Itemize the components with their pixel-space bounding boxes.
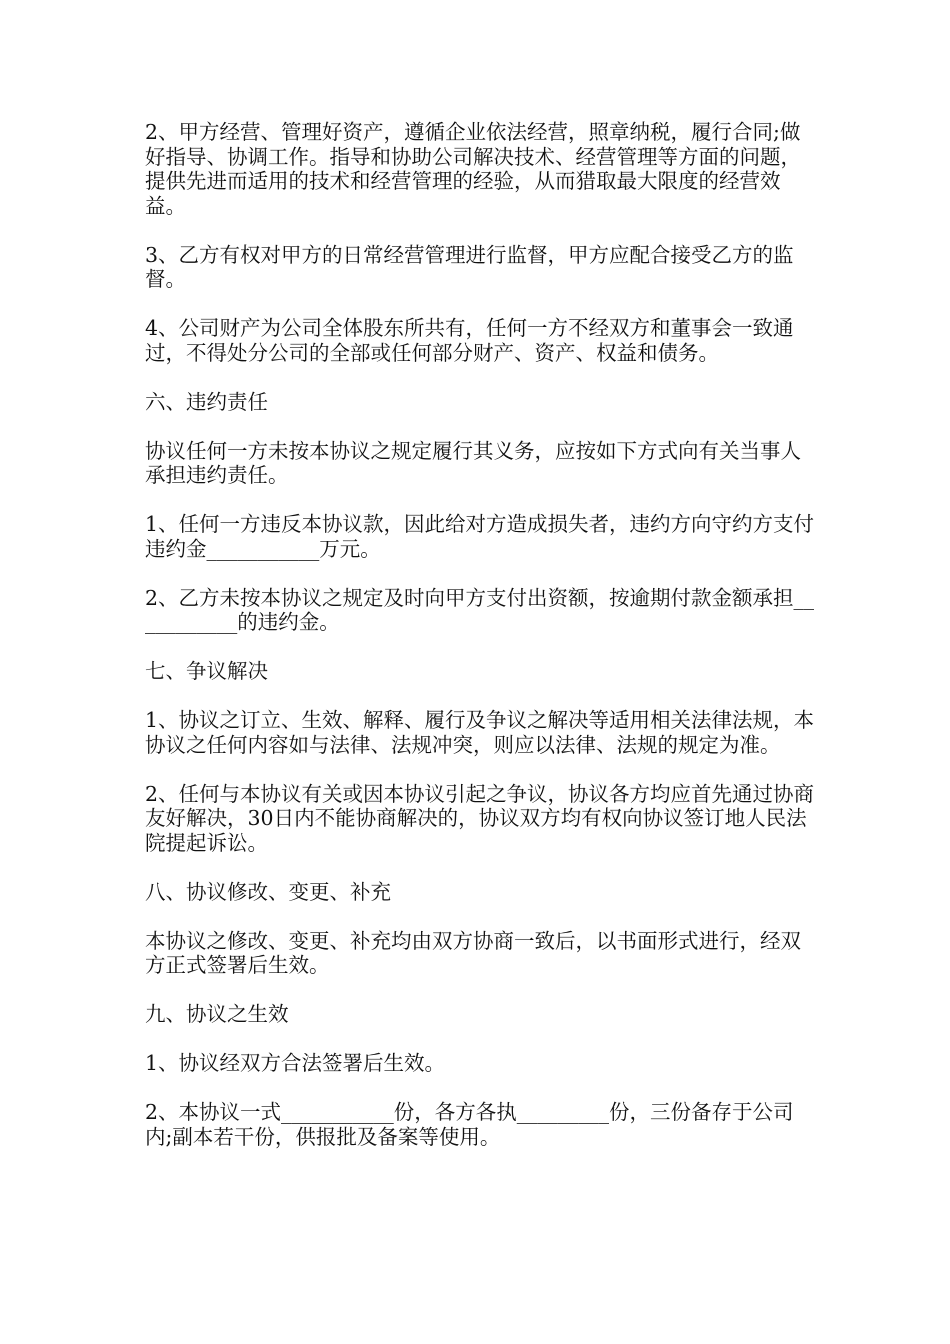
paragraph-applicable-law: 1、协议之订立、生效、解释、履行及争议之解决等适用相关法律法规，本协议之任何内容如与法律、法规冲突，则应以法律、法规的规定为准。 bbox=[145, 708, 815, 757]
paragraph-litigation: 2、任何与本协议有关或因本协议引起之争议，协议各方均应首先通过协商友好解决，30日内不能协商解决的，协议双方均有权向协议签订地人民法院提起诉讼。 bbox=[145, 781, 815, 855]
paragraph-copies: 2、本协议一式___________份，各方各执_________份，三份备存于公司内;副本若干份，供报批及备案等使用。 bbox=[145, 1100, 794, 1149]
paragraph-effective-on-signing: 1、协议经双方合法签署后生效。 bbox=[145, 1051, 446, 1075]
section-heading-effectiveness: 九、协议之生效 bbox=[145, 1002, 289, 1026]
paragraph-party-a-duties: 2、甲方经营、管理好资产，遵循企业依法经营，照章纳税，履行合同;做好指导、协调工作。指导和协助公司解决技术、经营管理等方面的问题，提供先进而适用的技术和经营管理的经验，从而猎取最大限度的经营效益。 bbox=[145, 120, 801, 218]
paragraph-amendment: 本协议之修改、变更、补充均由双方协商一致后，以书面形式进行，经双方正式签署后生效。 bbox=[145, 928, 801, 977]
paragraph-company-property: 4、公司财产为公司全体股东所共有，任何一方不经双方和董事会一致通过，不得处分公司的全部或任何部分财产、资产、权益和债务。 bbox=[145, 316, 794, 365]
paragraph-breach-penalty: 1、任何一方违反本协议款，因此给对方造成损失者，违约方向守约方支付违约金___________万元。 bbox=[145, 512, 815, 561]
section-heading-amendment: 八、协议修改、变更、补充 bbox=[145, 879, 391, 904]
paragraph-breach-intro: 协议任何一方未按本协议之规定履行其义务，应按如下方式向有关当事人承担违约责任。 bbox=[145, 438, 801, 487]
paragraph-late-payment: 2、乙方未按本协议之规定及时向甲方支付出资额，按逾期付款金额承担___________的违约金。 bbox=[145, 585, 815, 634]
section-heading-dispute-resolution: 七、争议解决 bbox=[145, 659, 268, 683]
document-body bbox=[145, 120, 815, 1174]
paragraph-party-b-supervision: 3、乙方有权对甲方的日常经营管理进行监督，甲方应配合接受乙方的监督。 bbox=[145, 242, 794, 291]
section-heading-breach-liability: 六、违约责任 bbox=[145, 389, 268, 414]
